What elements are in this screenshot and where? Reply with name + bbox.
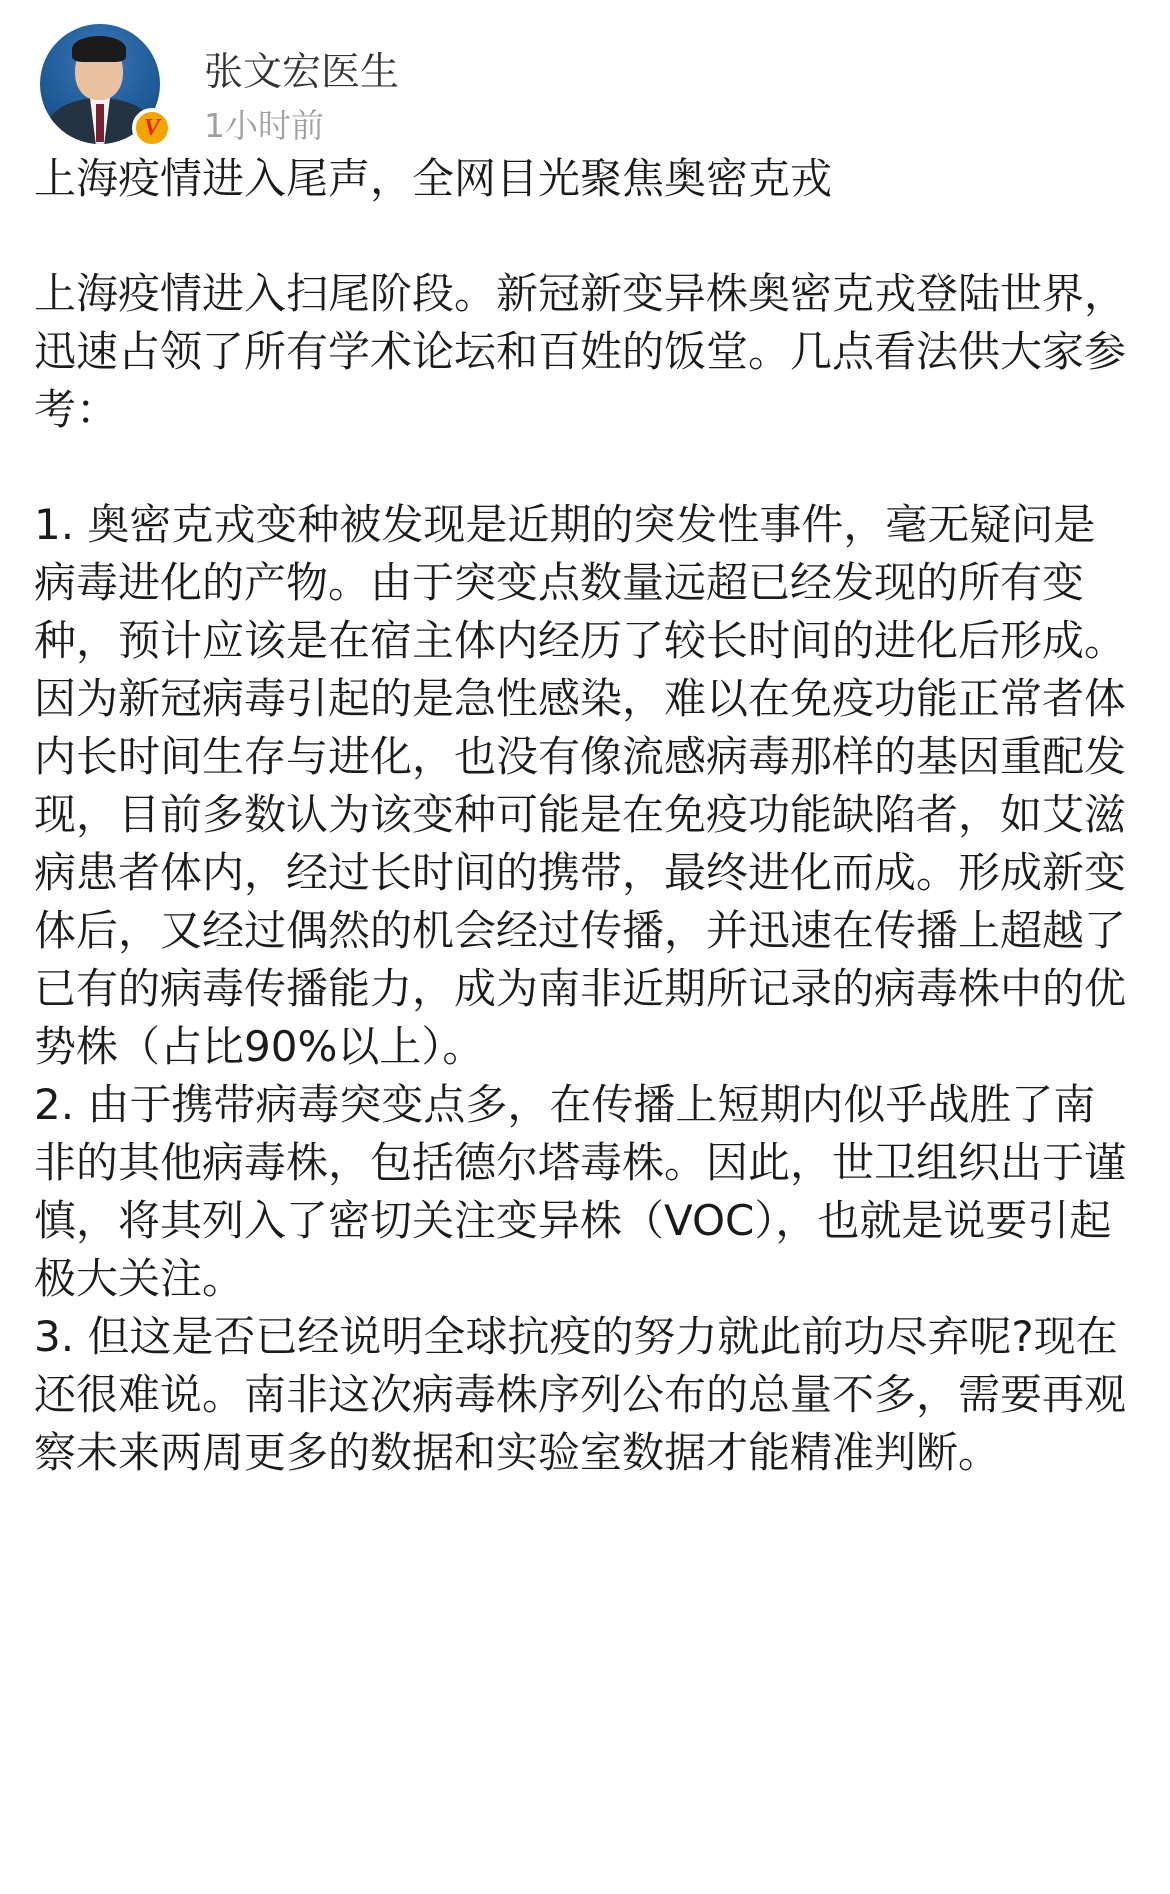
verified-badge-icon: V	[132, 108, 172, 148]
post-intro: 上海疫情进入扫尾阶段。新冠新变异株奥密克戎登陆世界，迅速占领了所有学术论坛和百姓的饭堂。几点看法供大家参考：	[34, 269, 1127, 434]
avatar-hair	[72, 36, 126, 62]
paragraph-spacer	[34, 439, 1134, 496]
post-point-3: 3. 但这是否已经说明全球抗疫的努力就此前功尽弃呢?现在还很难说。南非这次病毒株序列公布的总量不多，需要再观察未来两周更多的数据和实验室数据才能精准判断。	[34, 1312, 1127, 1477]
post-header	[40, 24, 1130, 148]
post-body	[34, 150, 1134, 1482]
paragraph-spacer	[34, 208, 1134, 265]
post-title: 上海疫情进入尾声，全网目光聚焦奥密克戎	[34, 154, 833, 203]
post-point-1: 1. 奥密克戎变种被发现是近期的突发性事件，毫无疑问是病毒进化的产物。由于突变点数量远超已经发现的所有变种，预计应该是在宿主体内经历了较长时间的进化后形成。因为新冠病毒引起的是急性感染，难以在免疫功能正常者体内长时间生存与进化，也没有像流感病毒那样的基因重配发现，目前多数认为该变种可能是在免疫功能缺陷者，如艾滋病患者体内，经过长时间的携带，最终进化而成。形成新变体后，又经过偶然的机会经过传播，并迅速在传播上超越了已有的病毒传播能力，成为南非近期所记录的病毒株中的优势株（占比90%以上）。	[34, 500, 1127, 1071]
author-name[interactable]: 张文宏医生	[204, 50, 400, 95]
post-point-2: 2. 由于携带病毒突变点多，在传播上短期内似乎战胜了南非的其他病毒株，包括德尔塔毒株。因此，世卫组织出于谨慎，将其列入了密切关注变异株（VOC），也就是说要引起极大关注。	[34, 1080, 1127, 1303]
avatar-tie	[96, 104, 104, 142]
post-timestamp: 1小时前	[204, 106, 324, 145]
